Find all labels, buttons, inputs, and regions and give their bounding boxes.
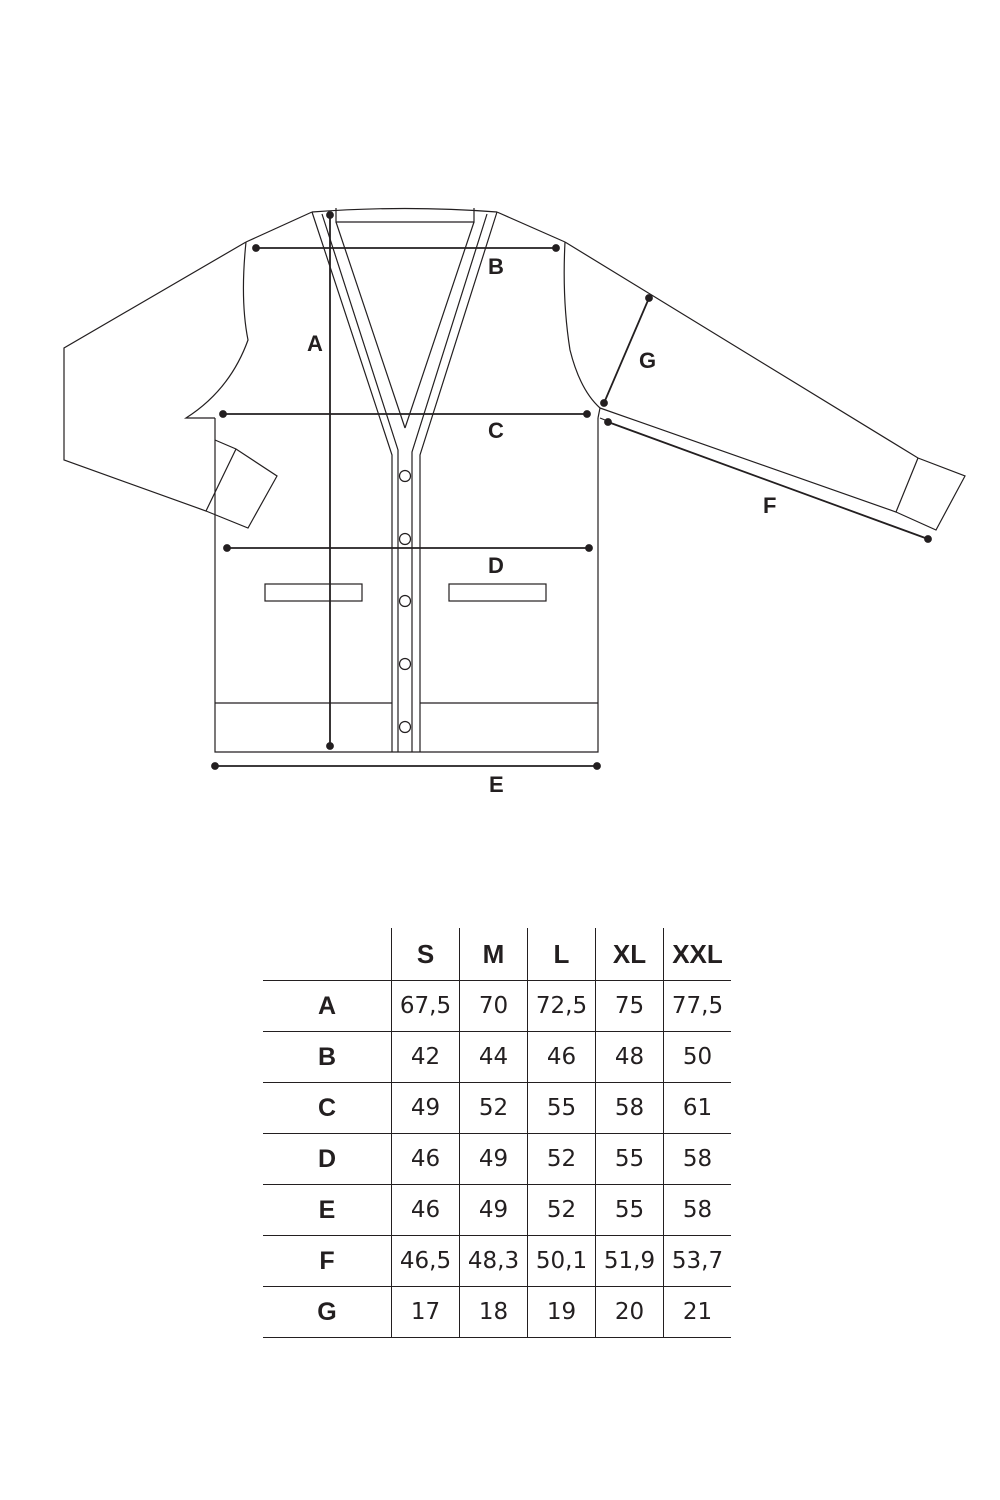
measurement-value: 55 [596, 1134, 664, 1185]
measure-end-dot [327, 743, 333, 749]
measurement-lines [212, 212, 931, 769]
size-column-header: L [528, 928, 596, 981]
label-g: G [639, 348, 657, 373]
measurement-value: 46 [392, 1134, 460, 1185]
table-row [263, 1134, 731, 1185]
measure-line-f [608, 422, 928, 539]
measurement-value: 77,5 [664, 981, 732, 1032]
right-neck-band-edge [405, 222, 474, 428]
size-column-header: XXL [664, 928, 732, 981]
size-table [263, 928, 731, 1338]
measurement-value: 67,5 [392, 981, 460, 1032]
measure-end-dot [925, 536, 931, 542]
measurement-value: 20 [596, 1287, 664, 1338]
measurement-row-label: C [263, 1083, 392, 1134]
measure-end-dot [220, 411, 226, 417]
measurement-value: 51,9 [596, 1236, 664, 1287]
label-e: E [489, 772, 504, 797]
measure-end-dot [224, 545, 230, 551]
measurement-labels [307, 254, 776, 797]
size-table-body [263, 981, 731, 1338]
label-f: F [763, 493, 777, 518]
size-header-row [263, 928, 731, 981]
cardigan-outline [64, 208, 965, 752]
measurement-value: 44 [460, 1032, 528, 1083]
left-armhole [186, 242, 248, 418]
measurement-row-label: E [263, 1185, 392, 1236]
measurement-value: 53,7 [664, 1236, 732, 1287]
button [400, 722, 411, 733]
measurement-value: 48 [596, 1032, 664, 1083]
measurement-value: 49 [460, 1185, 528, 1236]
right-armhole [564, 242, 600, 418]
left-shoulder [246, 212, 312, 242]
measurement-row-label: F [263, 1236, 392, 1287]
back-neckline [312, 209, 497, 213]
measurement-value: 75 [596, 981, 664, 1032]
measurement-value: 72,5 [528, 981, 596, 1032]
measurement-value: 42 [392, 1032, 460, 1083]
measurement-value: 48,3 [460, 1236, 528, 1287]
measurement-value: 46,5 [392, 1236, 460, 1287]
measurement-value: 18 [460, 1287, 528, 1338]
table-row [263, 1236, 731, 1287]
button [400, 534, 411, 545]
size-column-header: M [460, 928, 528, 981]
table-row [263, 981, 731, 1032]
measurement-value: 58 [664, 1134, 732, 1185]
measurement-row-label: A [263, 981, 392, 1032]
measurement-value: 70 [460, 981, 528, 1032]
cardigan-body [215, 418, 598, 752]
measure-end-dot [601, 400, 607, 406]
measure-end-dot [553, 245, 559, 251]
collar-back [336, 208, 474, 222]
measurement-value: 52 [528, 1134, 596, 1185]
right-sleeve [565, 242, 965, 530]
size-column-header: XL [596, 928, 664, 981]
table-row [263, 1185, 731, 1236]
measurement-value: 52 [460, 1083, 528, 1134]
measurement-value: 58 [664, 1185, 732, 1236]
table-row [263, 1287, 731, 1338]
measurement-value: 50,1 [528, 1236, 596, 1287]
measurement-row-label: D [263, 1134, 392, 1185]
measurement-row-label: G [263, 1287, 392, 1338]
left-cuff-line [206, 449, 236, 511]
measurement-value: 46 [392, 1185, 460, 1236]
size-column-header: S [392, 928, 460, 981]
left-neck-band-edge [336, 222, 405, 428]
measure-end-dot [646, 295, 652, 301]
measure-end-dot [212, 763, 218, 769]
right-pocket [449, 584, 546, 601]
measurement-value: 52 [528, 1185, 596, 1236]
measurement-value: 17 [392, 1287, 460, 1338]
measurement-value: 55 [528, 1083, 596, 1134]
measure-end-dot [605, 419, 611, 425]
right-neck-band [420, 212, 497, 752]
measure-end-dot [594, 763, 600, 769]
right-shoulder [497, 212, 565, 242]
measure-end-dot [584, 411, 590, 417]
measure-end-dot [253, 245, 259, 251]
left-pocket [265, 584, 362, 601]
measurement-value: 46 [528, 1032, 596, 1083]
table-row [263, 1083, 731, 1134]
measurement-value: 49 [392, 1083, 460, 1134]
measure-end-dot [586, 545, 592, 551]
measurement-row-label: B [263, 1032, 392, 1083]
measurement-value: 19 [528, 1287, 596, 1338]
measurement-value: 21 [664, 1287, 732, 1338]
measurement-value: 58 [596, 1083, 664, 1134]
measure-end-dot [327, 212, 333, 218]
table-corner-cell [263, 928, 392, 981]
measurement-value: 61 [664, 1083, 732, 1134]
label-b: B [488, 254, 504, 279]
label-a: A [307, 331, 323, 356]
button [400, 471, 411, 482]
left-sleeve [64, 242, 277, 528]
label-c: C [488, 418, 504, 443]
button [400, 596, 411, 607]
measurement-value: 55 [596, 1185, 664, 1236]
right-cuff-line [896, 458, 918, 512]
label-d: D [488, 553, 504, 578]
measurement-value: 50 [664, 1032, 732, 1083]
table-row [263, 1032, 731, 1083]
button [400, 659, 411, 670]
measurement-value: 49 [460, 1134, 528, 1185]
left-neck-band [312, 212, 392, 752]
